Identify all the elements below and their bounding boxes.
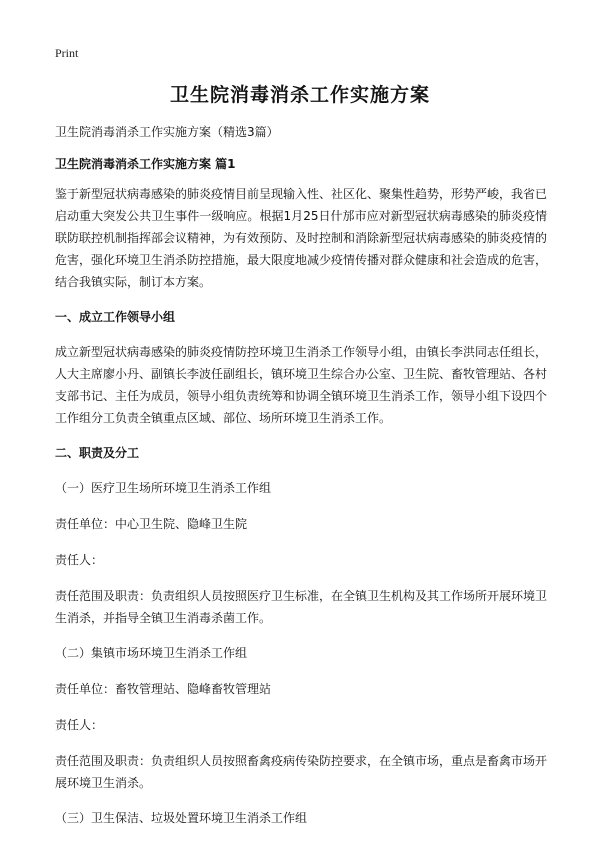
group-2-name: （二）集镇市场环境卫生消杀工作组 <box>55 646 248 660</box>
group-3-name: （三）卫生保洁、垃圾处置环境卫生消杀工作组 <box>55 811 308 825</box>
group-1-person: 责任人： <box>55 553 104 567</box>
group-2-scope: 责任范围及职责：负责组织人员按照畜禽疫病传染防控要求，在全镇市场，重点是畜禽市场开展环境卫生消杀。 <box>55 754 548 790</box>
group-1-name: （一）医疗卫生场所环境卫生消杀工作组 <box>55 481 272 495</box>
section-2-heading: 二、职责及分工 <box>55 446 140 460</box>
document-body <box>55 121 547 843</box>
print-label[interactable]: Print <box>55 46 79 60</box>
section-1-heading: 一、成立工作领导小组 <box>55 310 176 324</box>
group-2-unit: 责任单位：畜牧管理站、隐峰畜牧管理站 <box>55 682 272 696</box>
intro-paragraph: 鉴于新型冠状病毒感染的肺炎疫情目前呈现输入性、社区化、聚集性趋势，形势严峻，我省已启动重大突发公共卫生事件一级响应。根据1月25日什邡市应对新型冠状病毒感染的肺炎疫情联防联控机制指挥部会议精神，为有效预防、及时控制和消除新型冠状病毒感染的肺炎疫情的危害，强化环境卫生消杀防控措施，最大限度地减少疫情传播对群众健康和社会造成的危害，结合我镇实际，制订本方案。 <box>55 187 548 289</box>
section-1-paragraph: 成立新型冠状病毒感染的肺炎疫情防控环境卫生消杀工作领导小组，由镇长李洪同志任组长，人大主席廖小丹、副镇长李波任副组长，镇环境卫生综合办公室、卫生院、畜牧管理站、各村支部书记、主任为成员，领导小组负责统筹和协调全镇环境卫生消杀工作，领导小组下设四个工作组分工负责全镇重点区域、部位、场所环境卫生消杀工作。 <box>55 345 548 425</box>
group-2-person: 责任人： <box>55 718 104 732</box>
document-subtitle: 卫生院消毒消杀工作实施方案（精选3篇） <box>55 125 279 139</box>
article-heading: 卫生院消毒消杀工作实施方案 篇1 <box>55 157 236 171</box>
group-1-unit: 责任单位：中心卫生院、隐峰卫生院 <box>55 517 248 531</box>
document-title: 卫生院消毒消杀工作实施方案 <box>169 84 430 106</box>
group-1-scope: 责任范围及职责：负责组织人员按照医疗卫生标准，在全镇卫生机构及其工作场所开展环境卫生消杀，并指导全镇卫生消毒杀菌工作。 <box>55 589 548 625</box>
